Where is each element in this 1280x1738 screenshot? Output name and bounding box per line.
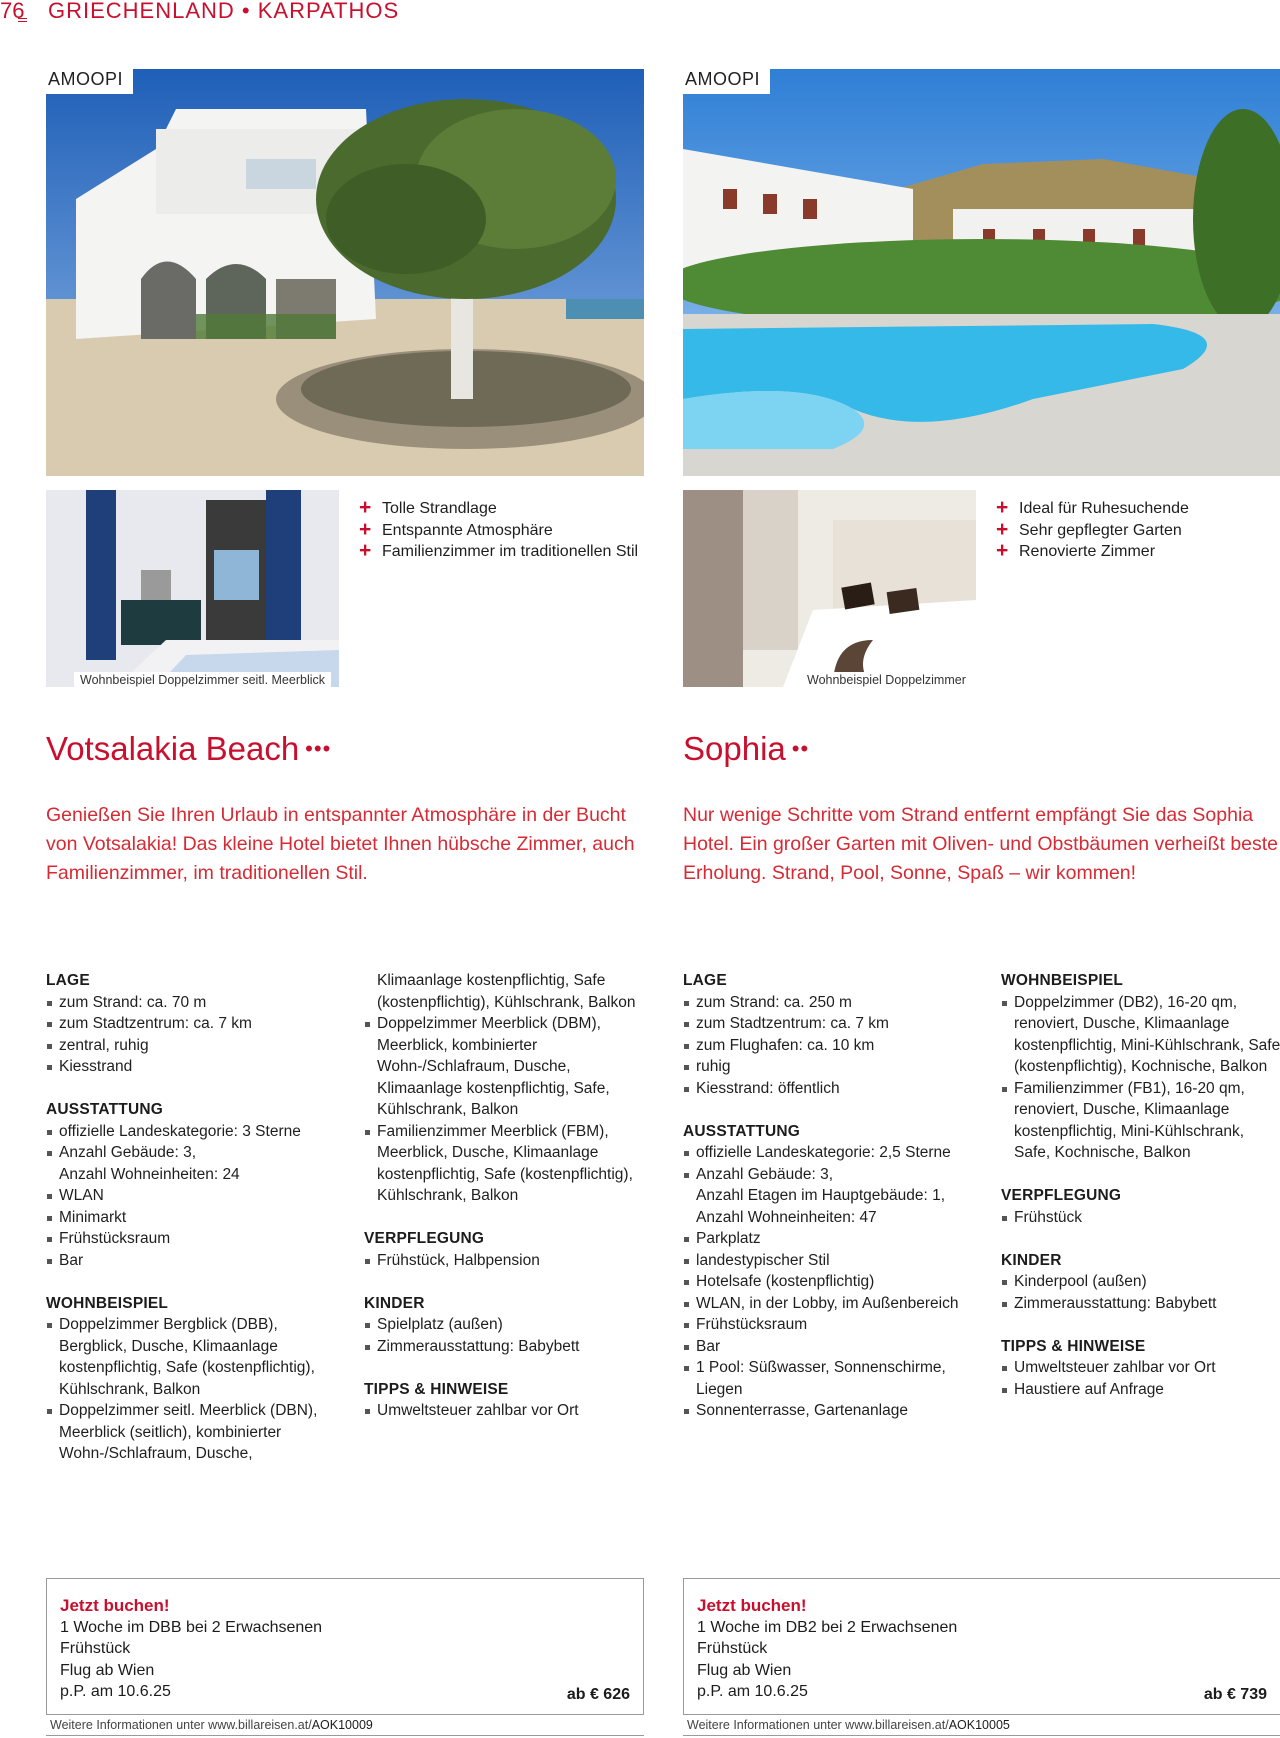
list-item: WLAN [46, 1185, 328, 1207]
section-heading-ausstattung: AUSSTATTUNG [683, 1122, 801, 1140]
list-item: Anzahl Gebäude: 3, [683, 1164, 965, 1186]
feature-list [996, 498, 1276, 563]
list-item: zum Stadtzentrum: ca. 7 km [683, 1013, 965, 1035]
list-item: Frühstücksraum [683, 1314, 965, 1336]
ausstattung-list [683, 1142, 965, 1422]
feature-item: + Renovierte Zimmer [996, 539, 1156, 562]
rating-dots: •• [791, 736, 810, 761]
list-item: Anzahl Etagen im Hauptgebäude: 1, [696, 1187, 946, 1204]
hotel-name: Sophia •• [683, 730, 810, 767]
booking-title[interactable]: Jetzt buchen! [697, 1596, 807, 1615]
plus-icon: + [996, 517, 1009, 541]
plus-icon: + [359, 496, 372, 519]
list-item: Haustiere auf Anfrage [1001, 1379, 1280, 1401]
list-item: Anzahl Wohneinheiten: 24 [59, 1165, 240, 1183]
info-column [1001, 970, 1280, 1400]
plus-icon: + [996, 539, 1009, 562]
list-item: zum Strand: ca. 70 m [46, 992, 328, 1014]
list-item: Frühstück [1001, 1207, 1280, 1229]
list-item: Kiesstrand: öffentlich [683, 1078, 965, 1100]
page-number-mark [18, 18, 27, 22]
list-item: Minimarkt [46, 1207, 328, 1229]
plus-icon: + [359, 539, 372, 562]
feature-list [359, 498, 639, 563]
booking-line: 1 Woche im DBB bei 2 Erwachsenen [60, 1618, 323, 1636]
list-item: Umweltsteuer zahlbar vor Ort [364, 1400, 646, 1422]
kinder-list [1001, 1271, 1280, 1314]
booking-box[interactable] [683, 1578, 1280, 1715]
hotel-column-votsalakia [46, 0, 644, 1738]
section-heading-tipps: TIPPS & HINWEISE [364, 1380, 509, 1398]
room-photo [46, 490, 339, 687]
hotel-intro: Genießen Sie Ihren Urlaub in entspannter Atmosphäre in der Bucht von Votsalakia! Das kleine Hotel bietet Ihnen hübsche Zimmer, auch Familienzimmer, im traditionellen Stil. [46, 804, 635, 884]
footer-divider [683, 1735, 1280, 1736]
footer-text: Weitere Informationen unter www.billareisen.at/ [687, 1718, 949, 1732]
list-item: Zimmerausstattung: Babybett [1001, 1293, 1280, 1315]
page-title: GRIECHENLAND • KARPATHOS [48, 0, 400, 23]
booking-price: ab € 626 [566, 1686, 630, 1703]
list-item: zentral, ruhig [46, 1035, 328, 1057]
list-item: Zimmerausstattung: Babybett [364, 1336, 646, 1358]
wohnbeispiel-list [46, 1314, 328, 1465]
list-item: ruhig [683, 1056, 965, 1078]
list-item: Kiesstrand [46, 1056, 328, 1078]
feature-item: + Familienzimmer im traditionellen Stil [359, 539, 639, 562]
booking-line: Frühstück [697, 1640, 768, 1657]
booking-line: Flug ab Wien [60, 1661, 155, 1679]
list-item: Frühstück, Halbpension [364, 1250, 646, 1272]
footer-info [50, 1718, 373, 1732]
verpflegung-list [1001, 1207, 1280, 1229]
room-caption: Wohnbeispiel Doppelzimmer seitl. Meerblick [74, 672, 331, 687]
kinder-list [364, 1314, 646, 1357]
plus-icon: + [359, 517, 372, 541]
room-photo-image [683, 490, 976, 687]
room-photo-image [46, 490, 339, 687]
list-item: Doppelzimmer (DB2), 16-20 qm, renoviert, Dusche, Klimaanlage kostenpflichtig, Mini-Kühlschrank, Safe (kostenpflichtig), Kochnische, Balkon [1001, 992, 1280, 1078]
location-tag: AMOOPI [46, 69, 133, 94]
section-heading-lage: LAGE [683, 972, 727, 989]
list-item: Doppelzimmer Bergblick (DBB), Bergblick, Dusche, Klimaanlage kostenpflichtig, Safe (kostenpflichtig), Kühlschrank, Balkon [46, 1314, 328, 1400]
list-item: Klimaanlage kostenpflichtig, Safe (kostenpflichtig), Kühlschrank, Balkon [377, 972, 636, 1011]
section-heading-wohnbeispiel: WOHNBEISPIEL [1001, 972, 1124, 989]
info-column [683, 970, 965, 1422]
list-item: zum Flughafen: ca. 10 km [683, 1035, 965, 1057]
booking-box[interactable] [46, 1578, 644, 1715]
section-heading-lage: LAGE [46, 972, 90, 989]
list-item: Familienzimmer (FB1), 16-20 qm, renoviert, Dusche, Klimaanlage kostenpflichtig, Mini-Kühlschrank, Safe, Kochnische, Balkon [1001, 1078, 1280, 1164]
room-photo [683, 490, 976, 687]
list-item: 1 Pool: Süßwasser, Sonnenschirme, Liegen [683, 1357, 965, 1400]
footer-info [687, 1718, 1010, 1732]
section-heading-verpflegung: VERPFLEGUNG [364, 1230, 485, 1247]
wohnbeispiel-list-continued [364, 970, 646, 1207]
hotel-name: Votsalakia Beach ••• [46, 730, 332, 767]
tipps-list [1001, 1357, 1280, 1400]
room-caption: Wohnbeispiel Doppelzimmer [801, 672, 972, 687]
feature-item: + Ideal für Ruhesuchende [996, 496, 1189, 519]
feature-item: + Tolle Strandlage [359, 496, 497, 519]
hotel-column-sophia [683, 0, 1280, 1738]
list-item: Doppelzimmer seitl. Meerblick (DBN), Meerblick (seitlich), kombinierter Wohn-/Schlafraum, Dusche, [46, 1400, 328, 1465]
ausstattung-list [46, 1121, 328, 1272]
info-column [46, 970, 328, 1465]
list-item: Sonnenterrasse, Gartenanlage [683, 1400, 965, 1422]
booking-line: Flug ab Wien [697, 1661, 792, 1679]
offer-code-link[interactable]: AOK10005 [948, 1718, 1010, 1732]
offer-code-link[interactable]: AOK10009 [311, 1718, 373, 1732]
info-column [364, 970, 646, 1422]
list-item: Bar [683, 1336, 965, 1358]
section-heading-verpflegung: VERPFLEGUNG [1001, 1187, 1122, 1204]
footer-divider [46, 1735, 644, 1736]
section-heading-ausstattung: AUSSTATTUNG [46, 1101, 164, 1118]
wohnbeispiel-list [1001, 992, 1280, 1164]
list-item: Frühstücksraum [46, 1228, 328, 1250]
list-item: Anzahl Gebäude: 3, [46, 1142, 328, 1164]
hotel-exterior-photo [46, 69, 644, 476]
list-item: Anzahl Wohneinheiten: 47 [696, 1208, 877, 1226]
hotel-pool-photo [683, 69, 1280, 476]
feature-item: + Entspannte Atmosphäre [359, 517, 553, 541]
section-heading-kinder: KINDER [1001, 1251, 1062, 1269]
verpflegung-list [364, 1250, 646, 1272]
booking-title[interactable]: Jetzt buchen! [60, 1596, 170, 1615]
list-item: offizielle Landeskategorie: 3 Sterne [46, 1121, 328, 1143]
hero-photo [46, 69, 644, 476]
list-item: Umweltsteuer zahlbar vor Ort [1001, 1357, 1280, 1379]
location-tag: AMOOPI [683, 69, 770, 94]
booking-line: 1 Woche im DB2 bei 2 Erwachsenen [697, 1618, 958, 1636]
list-item: offizielle Landeskategorie: 2,5 Sterne [683, 1142, 965, 1164]
rating-dots: ••• [305, 736, 332, 761]
page-number: 76 [0, 0, 25, 23]
lage-list [683, 992, 965, 1100]
list-item: zum Stadtzentrum: ca. 7 km [46, 1013, 328, 1035]
booking-line: Frühstück [60, 1640, 131, 1657]
list-item: Spielplatz (außen) [364, 1314, 646, 1336]
booking-price: ab € 739 [1203, 1686, 1267, 1703]
tipps-list [364, 1400, 646, 1422]
feature-item: + Sehr gepflegter Garten [996, 517, 1182, 541]
list-item: Familienzimmer Meerblick (FBM), Meerblick, Dusche, Klimaanlage kostenpflichtig, Safe (kostenpflichtig), Kühlschrank, Balkon [364, 1121, 646, 1207]
hero-photo [683, 69, 1280, 476]
list-item: landestypischer Stil [683, 1250, 965, 1272]
section-heading-kinder: KINDER [364, 1294, 425, 1312]
list-item: Kinderpool (außen) [1001, 1271, 1280, 1293]
booking-line: p.P. am 10.6.25 [697, 1683, 808, 1700]
list-item: zum Strand: ca. 250 m [683, 992, 965, 1014]
booking-line: p.P. am 10.6.25 [60, 1683, 171, 1700]
list-item: WLAN, in der Lobby, im Außenbereich [683, 1293, 965, 1315]
hotel-intro: Nur wenige Schritte vom Strand entfernt empfängt Sie das Sophia Hotel. Ein großer Garten mit Oliven- und Obstbäumen verheißt beste Erholung. Strand, Pool, Sonne, Spaß – wir kommen! [683, 804, 1279, 884]
list-item: Bar [46, 1250, 328, 1272]
list-item: Parkplatz [683, 1228, 965, 1250]
list-item: Hotelsafe (kostenpflichtig) [683, 1271, 965, 1293]
plus-icon: + [996, 496, 1009, 519]
section-heading-wohnbeispiel: WOHNBEISPIEL [46, 1294, 169, 1312]
section-heading-tipps: TIPPS & HINWEISE [1001, 1337, 1146, 1355]
footer-text: Weitere Informationen unter www.billareisen.at/ [50, 1718, 312, 1732]
lage-list [46, 992, 328, 1078]
list-item: Doppelzimmer Meerblick (DBM), Meerblick, kombinierter Wohn-/Schlafraum, Dusche, Klimaanlage kostenpflichtig, Safe, Kühlschrank, Balkon [364, 1013, 646, 1121]
